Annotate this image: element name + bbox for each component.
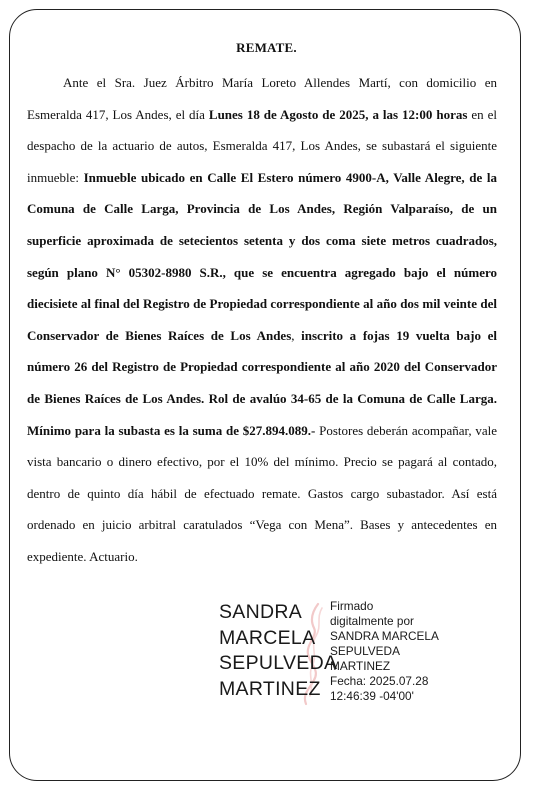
text-separator: ,	[291, 327, 302, 343]
signer-name-line-3: SEPULVEDA	[219, 652, 338, 675]
text-intro: Ante el Sra. Juez Árbitro María Loreto Allendes Martí, con domicilio en Esmeralda 417, Los Andes, el día	[27, 75, 497, 122]
signature-time: 12:46:39 -04'00'	[330, 689, 414, 703]
signature-details	[330, 599, 460, 704]
auction-notice-paragraph	[27, 67, 497, 573]
text-location: en el despacho de la actuario de autos, Esmeralda 417, Los Andes, se subastará el siguiente inmueble:	[27, 106, 497, 185]
property-description: Inmueble ubicado en Calle El Estero número 4900-A, Valle Alegre, de la Comuna de Calle Larga, Provincia de Los Andes, Región Valparaíso, de un superficie aproximada de setecientos setenta y dos coma siete metros cuadrados, según plano N° 05302-8980 S.R., que se encuentra agregado bajo el número diecisiete al final del Registro de Propiedad correspondiente al año dos mil veinte del Conservador de Bienes Raíces de Los Andes	[27, 169, 497, 343]
document-title: REMATE.	[236, 40, 297, 55]
signature-details-line-2: digitalmente por	[330, 614, 414, 628]
signer-name-line-1: SANDRA	[219, 601, 303, 623]
signer-name-line-4: MARTINEZ	[219, 677, 321, 700]
text-conditions: Postores deberán acompañar, vale vista bancario o dinero efectivo, por el 10% del mínimo. Precio se pagará al contado, dentro de quinto día hábil de efectuado remate. Gastos cargo subastador. Así está ordenado en juicio arbitral caratulados “Vega con Mena”. Bases y antecedentes en expediente. Actuario.	[27, 422, 497, 564]
registry-and-minimum: inscrito a fojas 19 vuelta bajo el número 26 del Registro de Propiedad correspondiente al año 2020 del Conservador de Bienes Raíces de Los Andes. Rol de avalúo 34-65 de la Comuna de Calle Larga. Mínimo para la subasta es la suma de $27.894.089.-	[27, 327, 498, 438]
auction-date: Lunes 18 de Agosto de 2025, a las 12:00 horas	[208, 106, 468, 122]
signature-details-line-4: SEPULVEDA	[330, 644, 400, 658]
signature-details-line-3: SANDRA MARCELA	[330, 629, 439, 643]
signature-details-line-1: Firmado	[330, 599, 374, 613]
signature-date: Fecha: 2025.07.28	[330, 674, 429, 688]
signer-name-line-2: MARCELA	[219, 626, 316, 649]
signer-name	[219, 600, 338, 702]
signature-details-line-5: MARTINEZ	[330, 659, 391, 673]
